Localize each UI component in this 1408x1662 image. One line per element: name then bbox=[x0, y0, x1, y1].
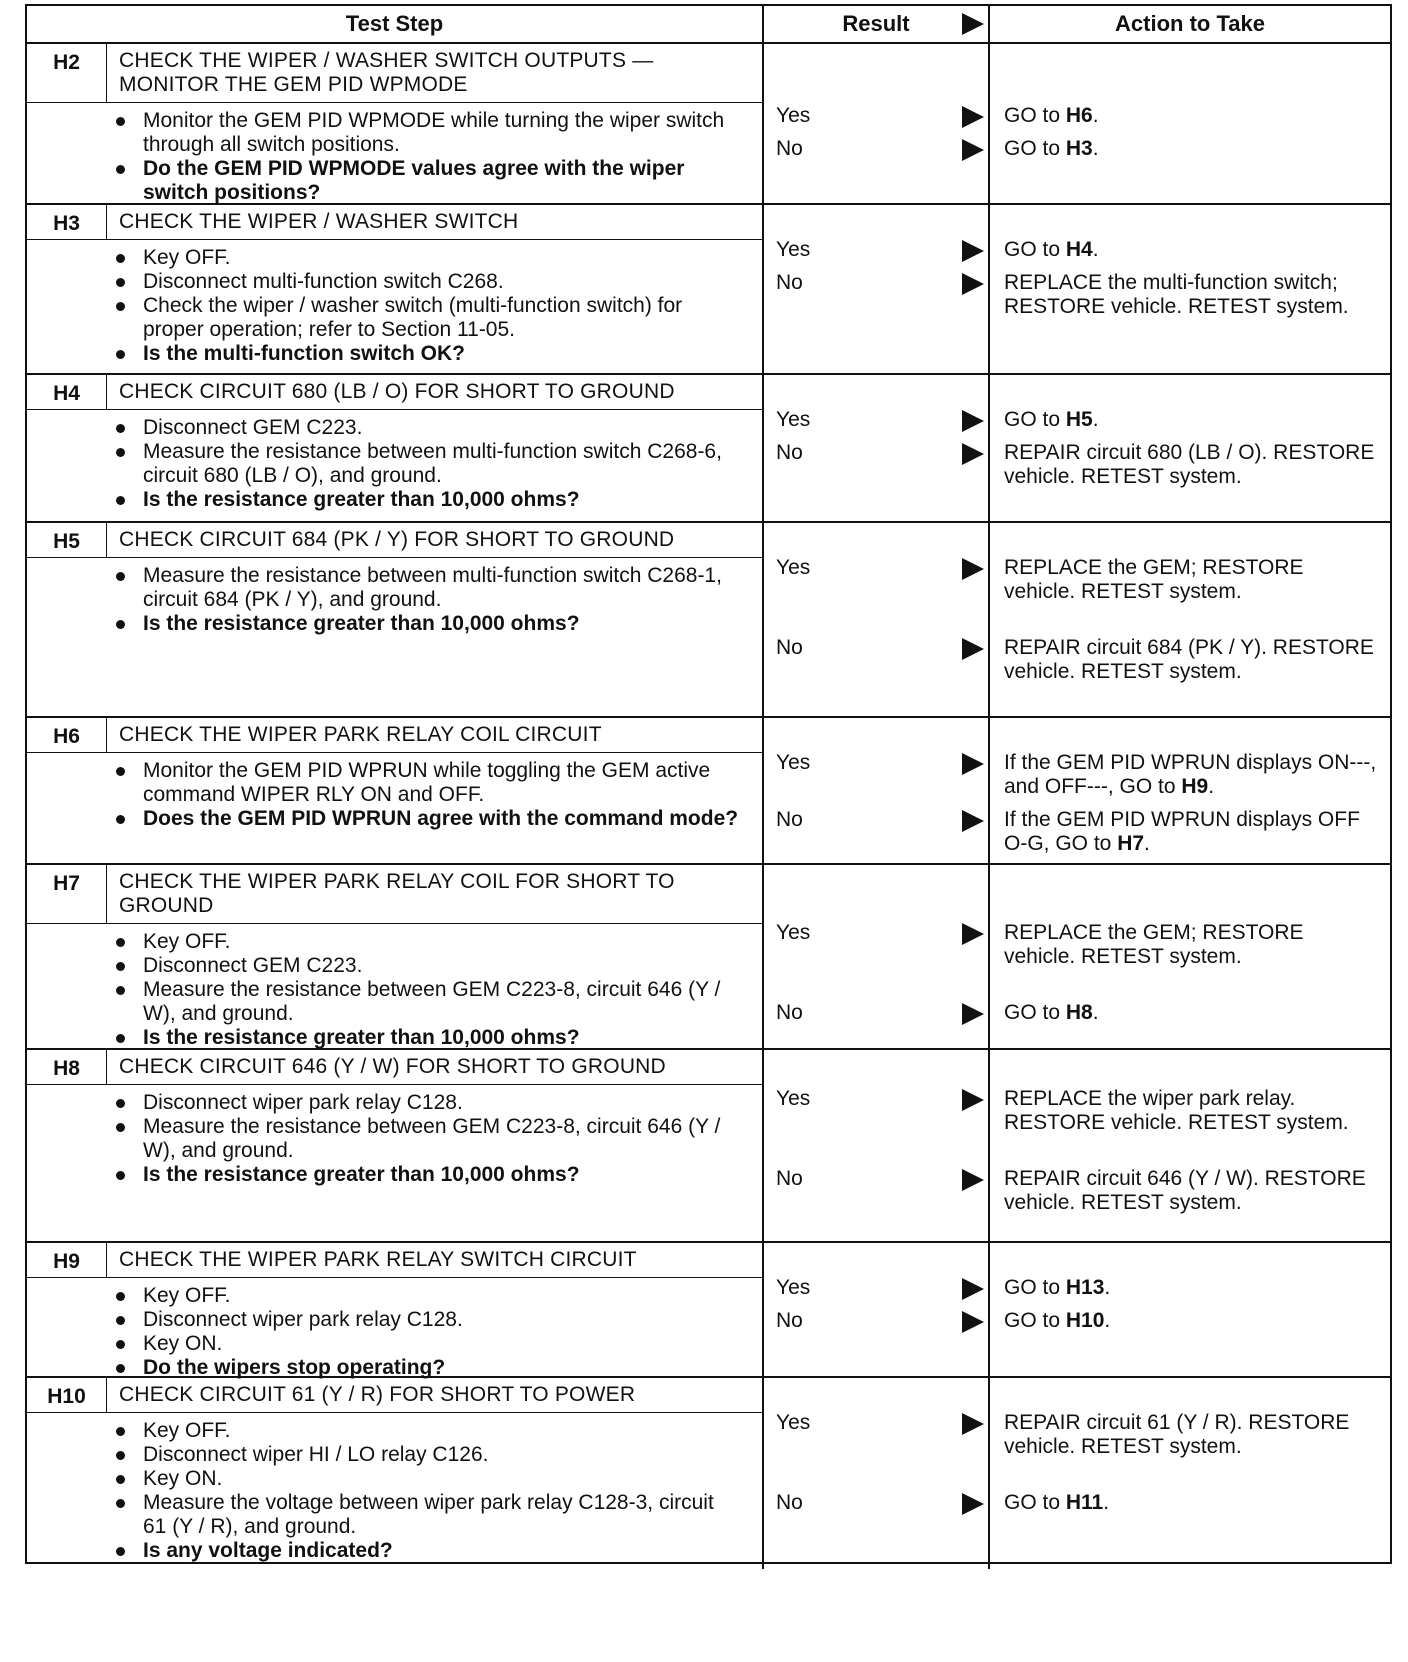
action-text: GO to bbox=[1004, 137, 1066, 160]
action-text: GO to bbox=[1004, 408, 1066, 431]
result-label: No bbox=[776, 271, 803, 294]
step-instruction: Disconnect wiper park relay C128. bbox=[107, 1308, 762, 1332]
result-label: No bbox=[776, 1491, 803, 1514]
step-id: H5 bbox=[27, 523, 107, 557]
result-label: Yes bbox=[776, 1276, 811, 1299]
step-id: H3 bbox=[27, 205, 107, 239]
step-id: H8 bbox=[27, 1050, 107, 1084]
step-instructions bbox=[107, 1413, 762, 1569]
action-text: REPLACE the GEM; RESTORE vehicle. RETEST system. bbox=[1004, 921, 1304, 968]
result-label: No bbox=[776, 441, 803, 464]
result-yes bbox=[776, 104, 988, 128]
action-text: GO to bbox=[1004, 1491, 1066, 1514]
action-text-end: . bbox=[1092, 408, 1099, 431]
arrow-icon bbox=[962, 753, 984, 775]
result-label: Yes bbox=[776, 751, 811, 774]
table-row bbox=[27, 44, 1390, 205]
step-heading bbox=[27, 1050, 762, 1085]
result-label: Yes bbox=[776, 1411, 811, 1434]
result-cell bbox=[762, 205, 990, 373]
result-label: No bbox=[776, 636, 803, 659]
action-cell bbox=[990, 523, 1390, 716]
arrow-icon bbox=[962, 1169, 984, 1191]
action-no bbox=[1004, 1491, 1378, 1515]
result-no bbox=[776, 271, 988, 295]
action-cell bbox=[990, 205, 1390, 373]
action-yes bbox=[1004, 751, 1378, 799]
action-no bbox=[1004, 636, 1378, 684]
arrow-icon bbox=[962, 240, 984, 262]
step-instruction: Disconnect GEM C223. bbox=[107, 416, 762, 440]
action-yes bbox=[1004, 1411, 1378, 1459]
action-yes bbox=[1004, 921, 1378, 969]
arrow-icon bbox=[962, 1003, 984, 1025]
result-yes bbox=[776, 921, 988, 945]
step-instructions bbox=[107, 410, 762, 518]
arrow-icon bbox=[962, 443, 984, 465]
step-id: H6 bbox=[27, 718, 107, 752]
step-title: CHECK THE WIPER PARK RELAY COIL CIRCUIT bbox=[119, 723, 602, 746]
step-instruction: Measure the voltage between wiper park relay C128-3, circuit 61 (Y / R), and ground. bbox=[107, 1491, 762, 1539]
step-heading bbox=[27, 205, 762, 240]
step-instruction: Key ON. bbox=[107, 1467, 762, 1491]
result-label: No bbox=[776, 1001, 803, 1024]
step-heading bbox=[27, 375, 762, 410]
action-step-ref: H5 bbox=[1065, 408, 1093, 431]
step-instruction: Check the wiper / washer switch (multi-function switch) for proper operation; refer to Section 11-05. bbox=[107, 294, 762, 342]
action-no bbox=[1004, 271, 1378, 319]
table-body bbox=[27, 44, 1390, 1562]
action-cell bbox=[990, 1050, 1390, 1241]
result-label: Yes bbox=[776, 1087, 811, 1110]
result-no bbox=[776, 1167, 988, 1191]
action-yes bbox=[1004, 1276, 1378, 1300]
step-id: H10 bbox=[27, 1378, 107, 1412]
arrow-icon bbox=[962, 923, 984, 945]
step-id: H9 bbox=[27, 1243, 107, 1277]
result-cell bbox=[762, 1050, 990, 1241]
action-step-ref: H10 bbox=[1065, 1309, 1105, 1332]
action-no bbox=[1004, 137, 1378, 161]
step-instruction: Key OFF. bbox=[107, 246, 762, 270]
step-title: CHECK CIRCUIT 646 (Y / W) FOR SHORT TO GROUND bbox=[119, 1055, 666, 1078]
action-text-end: . bbox=[1104, 1276, 1111, 1299]
step-instruction: Disconnect wiper HI / LO relay C126. bbox=[107, 1443, 762, 1467]
arrow-icon bbox=[962, 1278, 984, 1300]
result-yes bbox=[776, 556, 988, 580]
action-text: GO to bbox=[1004, 1001, 1066, 1024]
result-cell bbox=[762, 1243, 990, 1386]
test-step-cell bbox=[27, 375, 762, 521]
arrow-icon bbox=[962, 1311, 984, 1333]
step-title: CHECK THE WIPER PARK RELAY SWITCH CIRCUIT bbox=[119, 1248, 637, 1271]
step-instruction: Disconnect wiper park relay C128. bbox=[107, 1091, 762, 1115]
result-no bbox=[776, 636, 988, 660]
result-label: Yes bbox=[776, 921, 811, 944]
arrow-icon bbox=[962, 1413, 984, 1435]
header-test-step: Test Step bbox=[345, 11, 444, 36]
step-question: Is the resistance greater than 10,000 ohms? bbox=[107, 1026, 762, 1050]
step-instructions bbox=[107, 1085, 762, 1193]
action-text: REPAIR circuit 680 (LB / O). RESTORE vehicle. RETEST system. bbox=[1004, 441, 1375, 488]
header-result bbox=[762, 6, 990, 42]
result-label: Yes bbox=[776, 556, 811, 579]
step-instructions bbox=[107, 1278, 762, 1386]
arrow-icon bbox=[962, 13, 984, 35]
step-instruction: Key ON. bbox=[107, 1332, 762, 1356]
result-label: Yes bbox=[776, 104, 811, 127]
step-instruction: Measure the resistance between GEM C223-8, circuit 646 (Y / W), and ground. bbox=[107, 978, 762, 1026]
action-cell bbox=[990, 375, 1390, 521]
result-no bbox=[776, 1309, 988, 1333]
action-text-end: . bbox=[1092, 104, 1099, 127]
step-instruction: Measure the resistance between GEM C223-8, circuit 646 (Y / W), and ground. bbox=[107, 1115, 762, 1163]
action-step-ref: H7 bbox=[1117, 832, 1145, 855]
arrow-icon bbox=[962, 558, 984, 580]
result-no bbox=[776, 1491, 988, 1515]
step-title: CHECK CIRCUIT 684 (PK / Y) FOR SHORT TO GROUND bbox=[119, 528, 675, 551]
action-step-ref: H3 bbox=[1065, 137, 1093, 160]
action-step-ref: H6 bbox=[1065, 104, 1093, 127]
action-text-end: . bbox=[1104, 1309, 1111, 1332]
result-yes bbox=[776, 408, 988, 432]
action-no bbox=[1004, 1309, 1378, 1333]
table-row bbox=[27, 1243, 1390, 1378]
table-row bbox=[27, 523, 1390, 718]
action-yes bbox=[1004, 1087, 1378, 1135]
test-step-cell bbox=[27, 1378, 762, 1569]
action-text: REPAIR circuit 684 (PK / Y). RESTORE vehicle. RETEST system. bbox=[1004, 636, 1374, 683]
result-no bbox=[776, 1001, 988, 1025]
result-label: No bbox=[776, 137, 803, 160]
action-yes bbox=[1004, 408, 1378, 432]
step-question: Is the resistance greater than 10,000 ohms? bbox=[107, 1163, 762, 1187]
result-no bbox=[776, 137, 988, 161]
step-instructions bbox=[107, 924, 762, 1056]
arrow-icon bbox=[962, 273, 984, 295]
result-yes bbox=[776, 238, 988, 262]
result-yes bbox=[776, 1411, 988, 1435]
action-text-end: . bbox=[1103, 1491, 1110, 1514]
step-heading bbox=[27, 865, 762, 924]
step-id: H2 bbox=[27, 44, 107, 102]
step-question: Does the GEM PID WPRUN agree with the command mode? bbox=[107, 807, 762, 831]
table-row bbox=[27, 718, 1390, 865]
action-text: REPLACE the wiper park relay. RESTORE vehicle. RETEST system. bbox=[1004, 1087, 1349, 1134]
diagnostic-table bbox=[25, 4, 1392, 1564]
arrow-icon bbox=[962, 139, 984, 161]
arrow-icon bbox=[962, 810, 984, 832]
step-instruction: Key OFF. bbox=[107, 1419, 762, 1443]
table-row bbox=[27, 1378, 1390, 1562]
action-text: GO to bbox=[1004, 1309, 1066, 1332]
header-action: Action to Take bbox=[1115, 11, 1265, 36]
step-instruction: Disconnect GEM C223. bbox=[107, 954, 762, 978]
step-id: H4 bbox=[27, 375, 107, 409]
arrow-icon bbox=[962, 1089, 984, 1111]
action-cell bbox=[990, 1243, 1390, 1386]
table-header bbox=[27, 6, 1390, 44]
action-no bbox=[1004, 1001, 1378, 1025]
arrow-icon bbox=[962, 410, 984, 432]
step-instruction: Disconnect multi-function switch C268. bbox=[107, 270, 762, 294]
result-cell bbox=[762, 523, 990, 716]
step-question: Is the resistance greater than 10,000 ohms? bbox=[107, 612, 762, 636]
action-step-ref: H8 bbox=[1065, 1001, 1093, 1024]
action-step-ref: H11 bbox=[1065, 1491, 1104, 1514]
table-row bbox=[27, 1050, 1390, 1243]
result-cell bbox=[762, 718, 990, 863]
arrow-icon bbox=[962, 1493, 984, 1515]
arrow-icon bbox=[962, 638, 984, 660]
action-text-end: . bbox=[1092, 137, 1099, 160]
action-cell bbox=[990, 1378, 1390, 1569]
step-heading bbox=[27, 523, 762, 558]
step-question: Do the wipers stop operating? bbox=[107, 1356, 762, 1380]
step-instruction: Key OFF. bbox=[107, 930, 762, 954]
action-text: REPLACE the multi-function switch; RESTORE vehicle. RETEST system. bbox=[1004, 271, 1349, 318]
test-step-cell bbox=[27, 718, 762, 863]
step-title: CHECK THE WIPER / WASHER SWITCH bbox=[119, 210, 519, 233]
step-question: Is the resistance greater than 10,000 ohms? bbox=[107, 488, 762, 512]
action-text: GO to bbox=[1004, 238, 1066, 261]
step-instruction: Measure the resistance between multi-function switch C268-1, circuit 684 (PK / Y), and ground. bbox=[107, 564, 762, 612]
action-text: If the GEM PID WPRUN displays OFF O-G, GO to bbox=[1004, 808, 1360, 855]
header-result-label: Result bbox=[842, 11, 910, 36]
result-no bbox=[776, 808, 988, 832]
test-step-cell bbox=[27, 1243, 762, 1386]
action-text-end: . bbox=[1092, 1001, 1099, 1024]
result-label: Yes bbox=[776, 238, 811, 261]
step-instructions bbox=[107, 103, 762, 211]
step-heading bbox=[27, 44, 762, 103]
test-step-cell bbox=[27, 44, 762, 211]
step-heading bbox=[27, 718, 762, 753]
action-text-end: . bbox=[1092, 238, 1099, 261]
test-step-cell bbox=[27, 205, 762, 373]
action-yes bbox=[1004, 104, 1378, 128]
action-text-end: . bbox=[1144, 832, 1150, 855]
step-id: H7 bbox=[27, 865, 107, 923]
step-heading bbox=[27, 1378, 762, 1413]
action-no bbox=[1004, 808, 1378, 856]
step-instruction: Monitor the GEM PID WPMODE while turning the wiper switch through all switch positions. bbox=[107, 109, 762, 157]
table-row bbox=[27, 205, 1390, 375]
action-cell bbox=[990, 718, 1390, 863]
step-title: CHECK CIRCUIT 61 (Y / R) FOR SHORT TO POWER bbox=[119, 1383, 636, 1406]
step-heading bbox=[27, 1243, 762, 1278]
action-cell bbox=[990, 44, 1390, 211]
action-text-end: . bbox=[1208, 775, 1215, 798]
action-yes bbox=[1004, 238, 1378, 262]
step-instruction: Measure the resistance between multi-function switch C268-6, circuit 680 (LB / O), and ground. bbox=[107, 440, 762, 488]
result-no bbox=[776, 441, 988, 465]
table-row bbox=[27, 375, 1390, 523]
step-instruction: Key OFF. bbox=[107, 1284, 762, 1308]
test-step-cell bbox=[27, 1050, 762, 1241]
action-yes bbox=[1004, 556, 1378, 604]
result-cell bbox=[762, 865, 990, 1056]
action-cell bbox=[990, 865, 1390, 1056]
action-text: REPLACE the GEM; RESTORE vehicle. RETEST system. bbox=[1004, 556, 1304, 603]
test-step-cell bbox=[27, 523, 762, 716]
step-instructions bbox=[107, 240, 762, 372]
action-text: GO to bbox=[1004, 104, 1066, 127]
arrow-icon bbox=[962, 106, 984, 128]
action-step-ref: H13 bbox=[1065, 1276, 1105, 1299]
action-no bbox=[1004, 441, 1378, 489]
step-question: Do the GEM PID WPMODE values agree with the wiper switch positions? bbox=[107, 157, 762, 205]
action-text: If the GEM PID WPRUN displays ON---, and OFF---, GO to bbox=[1004, 751, 1377, 798]
step-question: Is the multi-function switch OK? bbox=[107, 342, 762, 366]
step-title: CHECK THE WIPER / WASHER SWITCH OUTPUTS — MONITOR THE GEM PID WPMODE bbox=[119, 49, 654, 96]
result-label: No bbox=[776, 1309, 803, 1332]
result-cell bbox=[762, 375, 990, 521]
test-step-cell bbox=[27, 865, 762, 1056]
action-step-ref: H9 bbox=[1181, 775, 1209, 798]
action-text: REPAIR circuit 61 (Y / R). RESTORE vehicle. RETEST system. bbox=[1004, 1411, 1350, 1458]
step-instruction: Monitor the GEM PID WPRUN while toggling the GEM active command WIPER RLY ON and OFF. bbox=[107, 759, 762, 807]
table-row bbox=[27, 865, 1390, 1050]
result-cell bbox=[762, 44, 990, 211]
step-instructions bbox=[107, 558, 762, 642]
step-instructions bbox=[107, 753, 762, 837]
result-label: No bbox=[776, 808, 803, 831]
result-cell bbox=[762, 1378, 990, 1569]
action-step-ref: H4 bbox=[1065, 238, 1093, 261]
action-text: GO to bbox=[1004, 1276, 1066, 1299]
step-title: CHECK CIRCUIT 680 (LB / O) FOR SHORT TO GROUND bbox=[119, 380, 675, 403]
result-yes bbox=[776, 1087, 988, 1111]
action-no bbox=[1004, 1167, 1378, 1215]
result-yes bbox=[776, 751, 988, 775]
step-question: Is any voltage indicated? bbox=[107, 1539, 762, 1563]
result-label: No bbox=[776, 1167, 803, 1190]
action-text: REPAIR circuit 646 (Y / W). RESTORE vehicle. RETEST system. bbox=[1004, 1167, 1366, 1214]
step-title: CHECK THE WIPER PARK RELAY COIL FOR SHORT TO GROUND bbox=[119, 870, 675, 917]
result-label: Yes bbox=[776, 408, 811, 431]
result-yes bbox=[776, 1276, 988, 1300]
